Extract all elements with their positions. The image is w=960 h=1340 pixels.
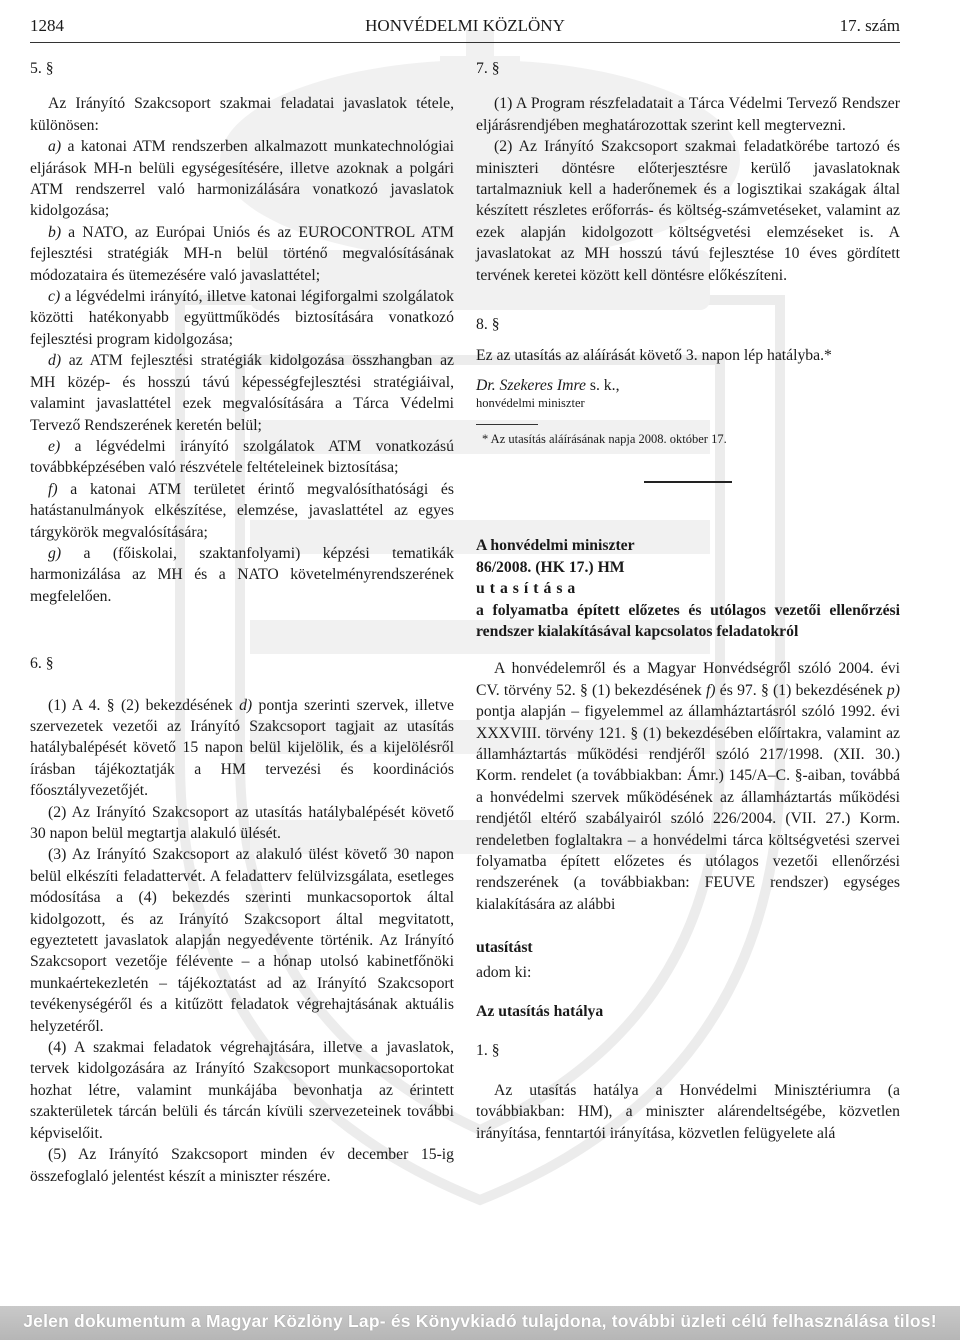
order-title-line-2: 86/2008. (HK 17.) HM	[476, 558, 625, 576]
right-column	[476, 58, 900, 1144]
order-title-line-4: a folyamatba épített előzetes és utólagos vezetői ellenőrzési rendszer kialakításával kapcsolatos feladatokról	[476, 601, 900, 640]
text-run: pontja alapján – figyelemmel az államháztartásról szóló 1992. évi XXXVIII. törvény 121. § (1) bekezdésében előírtakra, valamint az államháztartás működési rendjéről szóló 217/1998. (XII. 30.) Korm. rendelet (a továbbiakban: Ámr.) 145/A–C. §-aiban, továbbá a honvédelmi szervek működésének az államháztartás működési rendjétől eltérő szabályairól szóló 226/2004. (VII. 27.) Korm. rendeletben foglaltakra – a honvédelmi tárca költségvetési szervei folyamatba épített előzetes és utólagos vezetői ellenőrzési rendszerének (a továbbiakban: FEUVE rendszer) egységes kialakítására az alábbi	[476, 703, 900, 913]
order-title-line-3: utasítása	[476, 580, 581, 598]
signature-line	[476, 375, 900, 396]
text-run: és 97. § (1) bekezdésének	[715, 681, 887, 699]
item-letter: c)	[48, 288, 61, 306]
section-7-paragraph-2: (2) Az Irányító Szakcsoport szakmai feladatkörébe tartozó és miniszteri döntésre előterjesztésre kerülő javaslatoknak tartalmazniuk kell a haderőnemek és a logisztikai szakágak által készített részletes erőforrás- és költség-számvetéseket, valamint az ezek alapján kidolgozott költségvetési elemzéseket is. A javaslatokat az MH hosszú távú fejlesztése 10 éves gördített tervének keretei között kell döntésre előkészíteni.	[476, 138, 900, 284]
footnote: * Az utasítás aláírásának napja 2008. október 17.	[482, 432, 727, 447]
header-divider	[30, 42, 900, 43]
issue-number: 17. szám	[839, 16, 900, 35]
preamble	[476, 658, 900, 915]
section-5-intro: Az Irányító Szakcsoport szakmai feladatai javaslatok tétele, különösen:	[30, 95, 454, 134]
left-column	[30, 58, 454, 1187]
section-6-heading: 6. §	[30, 655, 54, 673]
section-8-heading: 8. §	[476, 316, 500, 334]
text-run: p)	[886, 681, 900, 699]
scope-heading: Az utasítás hatálya	[476, 1003, 604, 1020]
list-item	[30, 286, 454, 350]
list-item	[30, 479, 454, 543]
list-item	[30, 350, 454, 436]
item-letter: e)	[48, 437, 61, 455]
issued-line: adom ki:	[476, 963, 532, 981]
section-7-paragraph-1: (1) A Program részfeladatait a Tárca Védelmi Tervező Rendszer eljárásrendjében meghatározottak szerint kell megtervezni.	[476, 95, 900, 134]
section-6-paragraph-1	[30, 695, 454, 802]
signer-suffix: s. k.,	[585, 376, 620, 394]
section-1-heading: 1. §	[476, 1042, 500, 1060]
page-header	[30, 16, 900, 42]
order-title-line-1: A honvédelmi miniszter	[476, 537, 635, 555]
page-number: 1284	[30, 16, 64, 35]
section-6-paragraph-3: (3) Az Irányító Szakcsoport az alakuló ülést követő 30 napon belül elkészíti feladattervét. A feladatterv felülvizsgálata, esetleges módosítása a (4) bekezdés szerinti munkacsoportok által kidolgozott, és az Irányító Szakcsoport által megvitatott, egyeztetett javaslatok alapján negyedévente történik. Az Irányító Szakcsoport vezetője félévente – a hónap utolsó kabinetfőnöki munkaértekezletén – tájékoztatást ad az Irányító Szakcsoport tevékenységéről és a kitűzött feladatok végrehajtásának aktuális helyzetéről.	[30, 846, 454, 1035]
item-letter: f)	[48, 480, 58, 498]
order-keyword: utasítást	[476, 939, 533, 957]
list-item	[30, 436, 454, 479]
text-run: (1) A 4. § (2) bekezdésének	[48, 696, 240, 714]
section-6-paragraph-5: (5) Az Irányító Szakcsoport minden év december 15-ig összefoglaló jelentést készít a miniszter részére.	[30, 1146, 454, 1185]
text-run: d)	[239, 696, 253, 714]
section-8-paragraph: Ez az utasítás az aláírását követő 3. napon lép hatályba.*	[476, 347, 832, 365]
list-item	[30, 222, 454, 286]
new-order-title-block	[476, 535, 900, 642]
item-text: a katonai ATM területet érintő megvalósíthatósági és hatástanulmányok elkészítése, elemzése, javaslattétel az egyes tárgykörök megvalósítására;	[30, 480, 454, 541]
section-7-heading: 7. §	[476, 60, 500, 77]
section-5-heading: 5. §	[30, 60, 54, 77]
item-text: a légvédelmi irányító, illetve katonai légiforgalmi szolgálatok közötti hatékonyabb együttműködés biztosítására vonatkozó fejlesztési program kidolgozása;	[30, 288, 454, 348]
item-text: a katonai ATM rendszerben alkalmazott munkatechnológiai eljárások MH-n belüli egységesítésére, illetve azoknak a polgári ATM rendszerrel való harmonizálására vonatkozó javaslatok kidolgozása;	[30, 138, 454, 220]
text-run: pontja szerinti szervek, illetve szervezetek vezetői az Irányító Szakcsoport tagjait az utasítás hatálybalépését követő 15 napon belül kijelölik, és a kijelölésről írásban tájékoztatják a HM tervezési és koordinációs főosztályvezetőjét.	[30, 696, 454, 800]
section-1-paragraph: Az utasítás hatálya a Honvédelmi Minisztériumra (a továbbiakban: HM), a miniszter alárendeltségébe, közvetlen irányítása, fenntartói irányítása, közvetlen felügyelete alá	[476, 1081, 900, 1142]
list-item	[30, 136, 454, 222]
item-text: a (főiskolai, szaktanfolyami) képzési tematikák harmonizálása az MH és a NATO követelményrendszerének megfelelően.	[30, 544, 454, 605]
section-6-paragraph-4: (4) A szakmai feladatok végrehajtására, illetve a javaslatok, tervek kidolgozására az Irányító Szakcsoport munkacsoportokat hozhat létre, valamint munkájába bevonhatja az érintett szakterületek tárcán belüli és tárcán kívüli szervezeteinek további képviselőit.	[30, 1039, 454, 1142]
signer-role: honvédelmi miniszter	[476, 396, 585, 411]
text-run: f)	[705, 681, 716, 699]
section-divider	[644, 481, 732, 483]
footnote-divider	[476, 424, 538, 425]
journal-title: HONVÉDELMI KÖZLÖNY	[365, 16, 565, 35]
item-letter: b)	[48, 223, 62, 241]
copyright-notice: Jelen dokumentum a Magyar Közlöny Lap- és Könyvkiadó tulajdona, további üzleti célú felhasználása tilos!	[23, 1311, 937, 1331]
list-item	[30, 543, 454, 607]
item-letter: d)	[48, 352, 62, 370]
text-run: A honvédelemről és a Magyar Honvédségről szóló 2004. évi CV. törvény 52. § (1) bekezdésének	[476, 660, 900, 699]
item-letter: a)	[48, 138, 62, 156]
signer-name: Dr. Szekeres Imre	[476, 376, 586, 394]
item-text: az ATM fejlesztési stratégiák kidolgozása összhangban az MH közép- és hosszú távú képességfejlesztési stratégiáival, valamint javaslattétel ezek megvalósítására a Tárca Védelmi Tervező Rendszerének keretén belül;	[30, 352, 454, 434]
section-6-paragraph-2: (2) Az Irányító Szakcsoport az utasítás hatálybalépését követő 30 napon belül megtartja alakuló ülését.	[30, 803, 454, 842]
item-text: a légvédelmi irányító szolgálatok ATM vonatkozású továbbképzésében való részvétele feltételeinek biztosítása;	[30, 437, 454, 477]
item-text: a NATO, az Európai Uniós és az EUROCONTROL ATM fejlesztési stratégiák MH-n belül történő megvalósításának módozataira és ütemezésére való javaslattétel;	[30, 223, 454, 284]
item-letter: g)	[48, 544, 62, 562]
